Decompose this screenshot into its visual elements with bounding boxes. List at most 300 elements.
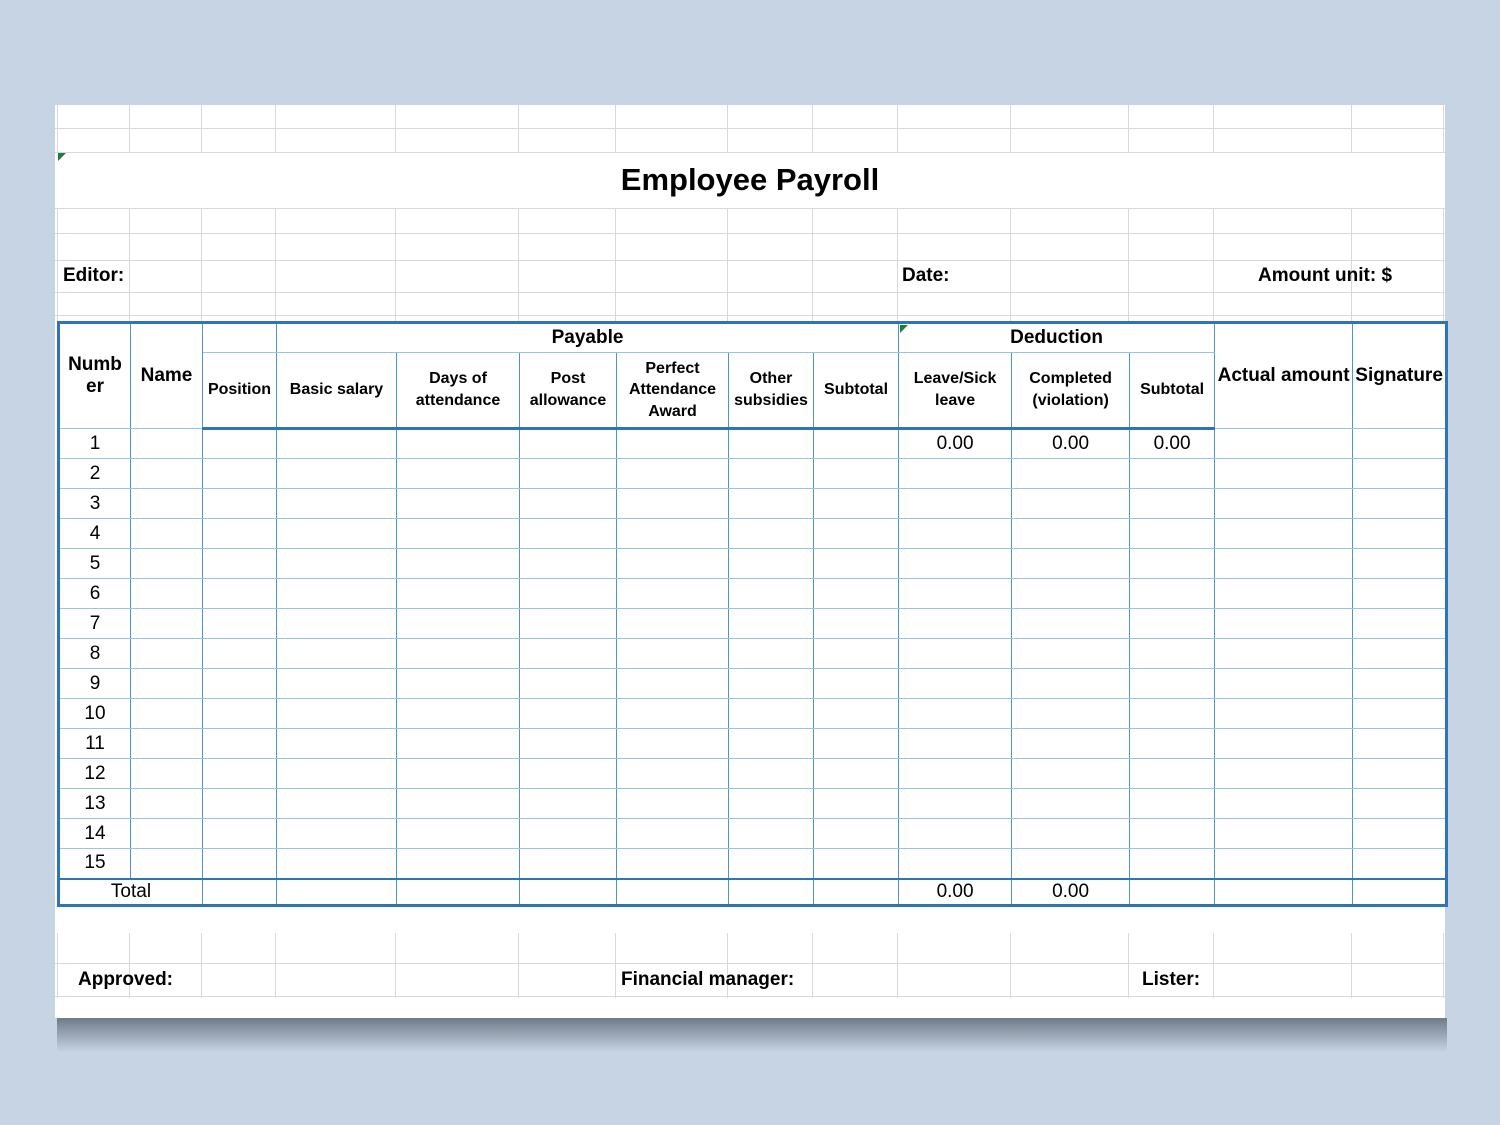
grid-cell[interactable] bbox=[1215, 699, 1353, 729]
grid-cell[interactable] bbox=[1012, 849, 1130, 879]
grid-cell[interactable] bbox=[397, 699, 520, 729]
row-number-cell[interactable]: 7 bbox=[59, 609, 131, 639]
grid-cell[interactable] bbox=[277, 609, 397, 639]
grid-cell[interactable] bbox=[203, 609, 277, 639]
table-row bbox=[59, 639, 1447, 669]
grid-cell[interactable] bbox=[1130, 849, 1215, 879]
gridline bbox=[897, 208, 898, 321]
grid-cell[interactable] bbox=[131, 849, 203, 879]
grid-cell[interactable] bbox=[1215, 759, 1353, 789]
grid-cell[interactable] bbox=[131, 729, 203, 759]
grid-cell[interactable] bbox=[617, 849, 729, 879]
grid-cell[interactable] bbox=[729, 429, 814, 459]
grid-cell[interactable] bbox=[1353, 699, 1447, 729]
grid-cell[interactable] bbox=[203, 639, 277, 669]
grid-cell[interactable] bbox=[131, 639, 203, 669]
table-row bbox=[59, 459, 1447, 489]
grid-cell-value[interactable]: 0.00 bbox=[1130, 429, 1215, 459]
grid-cell[interactable] bbox=[520, 639, 617, 669]
grid-cell[interactable] bbox=[203, 849, 277, 879]
grid-cell[interactable] bbox=[617, 489, 729, 519]
row-number-cell[interactable]: 13 bbox=[59, 789, 131, 819]
header-spacer-cell bbox=[203, 323, 277, 353]
grid-cell[interactable] bbox=[899, 579, 1012, 609]
grid-cell[interactable] bbox=[1215, 849, 1353, 879]
grid-cell[interactable] bbox=[1353, 759, 1447, 789]
grid-cell[interactable] bbox=[397, 429, 520, 459]
gridline bbox=[1213, 933, 1214, 998]
grid-cell[interactable] bbox=[203, 429, 277, 459]
gridline bbox=[129, 105, 130, 152]
grid-cell[interactable] bbox=[729, 729, 814, 759]
grid-cell[interactable] bbox=[617, 519, 729, 549]
grid-cell[interactable] bbox=[899, 699, 1012, 729]
gridline bbox=[395, 208, 396, 321]
grid-cell[interactable] bbox=[397, 609, 520, 639]
grid-cell[interactable] bbox=[131, 669, 203, 699]
grid-cell[interactable] bbox=[203, 759, 277, 789]
grid-cell[interactable] bbox=[277, 849, 397, 879]
grid-cell[interactable] bbox=[814, 849, 899, 879]
grid-cell[interactable] bbox=[520, 519, 617, 549]
grid-cell[interactable] bbox=[1012, 549, 1130, 579]
row-number-cell[interactable]: 3 bbox=[59, 489, 131, 519]
grid-cell[interactable] bbox=[1353, 459, 1447, 489]
header-group-deduction bbox=[899, 323, 1215, 353]
grid-cell[interactable] bbox=[131, 579, 203, 609]
grid-cell[interactable] bbox=[814, 549, 899, 579]
grid-cell[interactable] bbox=[1012, 459, 1130, 489]
grid-cell[interactable] bbox=[1215, 489, 1353, 519]
grid-cell[interactable] bbox=[814, 759, 899, 789]
grid-cell[interactable] bbox=[397, 519, 520, 549]
grid-cell-value[interactable]: 0.00 bbox=[1012, 429, 1130, 459]
grid-cell[interactable] bbox=[617, 669, 729, 699]
grid-cell[interactable] bbox=[617, 609, 729, 639]
grid-cell[interactable] bbox=[131, 489, 203, 519]
grid-cell[interactable] bbox=[814, 789, 899, 819]
grid-cell[interactable] bbox=[899, 849, 1012, 879]
grid-cell[interactable] bbox=[203, 729, 277, 759]
grid-cell[interactable] bbox=[1353, 879, 1447, 906]
grid-cell[interactable] bbox=[729, 789, 814, 819]
grid-cell[interactable] bbox=[729, 639, 814, 669]
financial-manager-label: Financial manager: bbox=[621, 969, 795, 990]
grid-cell[interactable] bbox=[1353, 639, 1447, 669]
grid-cell[interactable] bbox=[1215, 549, 1353, 579]
grid-cell[interactable] bbox=[617, 549, 729, 579]
grid-cell[interactable] bbox=[520, 549, 617, 579]
row-number-cell[interactable]: 4 bbox=[59, 519, 131, 549]
header-basic-salary: Basic salary bbox=[277, 353, 397, 429]
grid-cell[interactable] bbox=[617, 459, 729, 489]
table-row bbox=[59, 429, 1447, 459]
grid-cell[interactable] bbox=[1130, 639, 1215, 669]
total-value-cell[interactable]: 0.00 bbox=[899, 879, 1012, 906]
gridline bbox=[1351, 933, 1352, 998]
gridline bbox=[1443, 208, 1444, 321]
table-row bbox=[59, 579, 1447, 609]
gridline bbox=[897, 933, 898, 998]
grid-cell[interactable] bbox=[397, 549, 520, 579]
grid-cell[interactable] bbox=[1012, 819, 1130, 849]
grid-cell[interactable] bbox=[277, 669, 397, 699]
grid-cell[interactable] bbox=[814, 519, 899, 549]
grid-cell[interactable] bbox=[899, 459, 1012, 489]
header-group-payable: Payable bbox=[277, 323, 899, 353]
grid-cell[interactable] bbox=[1215, 429, 1353, 459]
total-value-cell[interactable]: 0.00 bbox=[1012, 879, 1130, 906]
header-position: Position bbox=[203, 353, 277, 429]
row-number-cell[interactable]: 2 bbox=[59, 459, 131, 489]
grid-cell[interactable] bbox=[617, 699, 729, 729]
grid-cell[interactable] bbox=[277, 879, 397, 906]
gridline bbox=[518, 105, 519, 152]
approved-label: Approved: bbox=[78, 969, 173, 990]
grid-cell[interactable] bbox=[520, 669, 617, 699]
gridline bbox=[55, 996, 1445, 997]
table-row bbox=[59, 669, 1447, 699]
grid-cell[interactable] bbox=[1012, 609, 1130, 639]
grid-cell[interactable] bbox=[1353, 669, 1447, 699]
grid-cell[interactable] bbox=[1353, 609, 1447, 639]
grid-cell[interactable] bbox=[131, 759, 203, 789]
header-leave-sick-leave: Leave/Sick leave bbox=[899, 353, 1012, 429]
grid-cell[interactable] bbox=[729, 849, 814, 879]
gridline bbox=[812, 208, 813, 321]
grid-cell[interactable] bbox=[617, 579, 729, 609]
grid-cell[interactable] bbox=[814, 639, 899, 669]
grid-cell[interactable] bbox=[1130, 699, 1215, 729]
header-name: Name bbox=[131, 323, 203, 429]
header-number: Number bbox=[59, 323, 131, 429]
grid-cell[interactable] bbox=[1215, 819, 1353, 849]
grid-cell[interactable] bbox=[1353, 579, 1447, 609]
grid-cell[interactable] bbox=[814, 489, 899, 519]
header-other-subsidies: Other subsidies bbox=[729, 353, 814, 429]
cell-flag-icon bbox=[58, 153, 66, 161]
gridline bbox=[615, 105, 616, 152]
grid-cell[interactable] bbox=[617, 789, 729, 819]
gridline bbox=[727, 105, 728, 152]
grid-cell[interactable] bbox=[1215, 789, 1353, 819]
gridline bbox=[57, 208, 58, 321]
grid-cell[interactable] bbox=[1130, 759, 1215, 789]
grid-cell[interactable] bbox=[1130, 489, 1215, 519]
row-number-cell[interactable]: 5 bbox=[59, 549, 131, 579]
grid-cell[interactable] bbox=[1012, 579, 1130, 609]
gridline bbox=[201, 105, 202, 152]
grid-cell[interactable] bbox=[617, 759, 729, 789]
grid-cell[interactable] bbox=[203, 789, 277, 819]
row-number-cell[interactable]: 1 bbox=[59, 429, 131, 459]
grid-cell[interactable] bbox=[729, 879, 814, 906]
grid-cell[interactable] bbox=[814, 459, 899, 489]
grid-cell[interactable] bbox=[277, 729, 397, 759]
grid-cell[interactable] bbox=[899, 789, 1012, 819]
grid-cell[interactable] bbox=[1130, 789, 1215, 819]
grid-cell[interactable] bbox=[397, 639, 520, 669]
grid-cell[interactable] bbox=[1130, 579, 1215, 609]
grid-cell[interactable] bbox=[729, 549, 814, 579]
grid-cell[interactable] bbox=[277, 489, 397, 519]
grid-cell[interactable] bbox=[520, 729, 617, 759]
grid-cell[interactable] bbox=[397, 819, 520, 849]
grid-cell[interactable] bbox=[617, 429, 729, 459]
payroll-table bbox=[57, 321, 1448, 907]
grid-cell[interactable] bbox=[1012, 699, 1130, 729]
grid-cell[interactable] bbox=[617, 879, 729, 906]
grid-cell[interactable] bbox=[520, 459, 617, 489]
grid-cell[interactable] bbox=[397, 789, 520, 819]
total-label-cell: Total bbox=[59, 879, 203, 906]
grid-cell[interactable] bbox=[899, 729, 1012, 759]
grid-cell[interactable] bbox=[520, 579, 617, 609]
grid-cell[interactable] bbox=[277, 579, 397, 609]
grid-cell[interactable] bbox=[131, 429, 203, 459]
grid-cell[interactable] bbox=[203, 819, 277, 849]
gridline bbox=[1010, 933, 1011, 998]
gridline bbox=[615, 208, 616, 321]
grid-cell[interactable] bbox=[397, 579, 520, 609]
grid-cell[interactable] bbox=[1012, 729, 1130, 759]
gridline bbox=[1351, 105, 1352, 152]
gridline bbox=[727, 208, 728, 321]
grid-cell[interactable] bbox=[277, 429, 397, 459]
sheet-drop-shadow bbox=[57, 1018, 1447, 1052]
grid-cell[interactable] bbox=[814, 879, 899, 906]
grid-cell[interactable] bbox=[1012, 639, 1130, 669]
grid-cell[interactable] bbox=[1130, 879, 1215, 906]
grid-cell[interactable] bbox=[397, 849, 520, 879]
grid-cell[interactable] bbox=[1130, 669, 1215, 699]
gridline bbox=[55, 315, 1445, 316]
header-post-allowance: Post allowance bbox=[520, 353, 617, 429]
table-row bbox=[59, 849, 1447, 879]
grid-cell[interactable] bbox=[397, 489, 520, 519]
grid-cell[interactable] bbox=[1130, 819, 1215, 849]
grid-cell[interactable] bbox=[520, 819, 617, 849]
grid-cell[interactable] bbox=[899, 489, 1012, 519]
grid-cell[interactable] bbox=[1353, 429, 1447, 459]
gridline bbox=[1128, 208, 1129, 321]
row-number-cell[interactable]: 14 bbox=[59, 819, 131, 849]
grid-cell[interactable] bbox=[1353, 729, 1447, 759]
table-row bbox=[59, 819, 1447, 849]
header-days-of-attendance: Days of attendance bbox=[397, 353, 520, 429]
grid-cell[interactable] bbox=[520, 849, 617, 879]
grid-cell[interactable] bbox=[899, 669, 1012, 699]
grid-cell[interactable] bbox=[899, 639, 1012, 669]
grid-cell[interactable] bbox=[617, 819, 729, 849]
grid-cell[interactable] bbox=[277, 519, 397, 549]
grid-cell[interactable] bbox=[397, 459, 520, 489]
grid-cell[interactable] bbox=[277, 789, 397, 819]
grid-cell[interactable] bbox=[1130, 459, 1215, 489]
grid-cell[interactable] bbox=[899, 609, 1012, 639]
grid-cell[interactable] bbox=[1130, 729, 1215, 759]
grid-cell[interactable] bbox=[1130, 549, 1215, 579]
grid-cell[interactable] bbox=[814, 729, 899, 759]
grid-cell[interactable] bbox=[899, 759, 1012, 789]
grid-cell[interactable] bbox=[277, 459, 397, 489]
grid-cell[interactable] bbox=[1215, 729, 1353, 759]
header-perfect-attendance-award: Perfect Attendance Award bbox=[617, 353, 729, 429]
grid-cell[interactable] bbox=[203, 669, 277, 699]
grid-cell[interactable] bbox=[1012, 759, 1130, 789]
grid-cell[interactable] bbox=[1012, 789, 1130, 819]
grid-cell[interactable] bbox=[203, 549, 277, 579]
grid-cell[interactable] bbox=[814, 429, 899, 459]
row-number-cell[interactable]: 9 bbox=[59, 669, 131, 699]
gridline bbox=[1128, 105, 1129, 152]
grid-cell[interactable] bbox=[131, 519, 203, 549]
grid-cell[interactable] bbox=[729, 759, 814, 789]
grid-cell[interactable] bbox=[729, 609, 814, 639]
grid-cell[interactable] bbox=[397, 759, 520, 789]
lister-label: Lister: bbox=[1142, 969, 1201, 990]
grid-cell[interactable] bbox=[1353, 549, 1447, 579]
grid-cell[interactable] bbox=[520, 699, 617, 729]
table-row bbox=[59, 549, 1447, 579]
grid-cell[interactable] bbox=[1353, 519, 1447, 549]
grid-cell[interactable] bbox=[203, 699, 277, 729]
gridline bbox=[395, 105, 396, 152]
cell-flag-icon bbox=[900, 325, 908, 333]
table-row bbox=[59, 609, 1447, 639]
grid-cell[interactable] bbox=[1215, 879, 1353, 906]
grid-cell[interactable] bbox=[1353, 819, 1447, 849]
total-row bbox=[59, 879, 1447, 906]
grid-cell[interactable] bbox=[899, 819, 1012, 849]
grid-cell[interactable] bbox=[397, 669, 520, 699]
grid-cell-value[interactable]: 0.00 bbox=[899, 429, 1012, 459]
editor-label: Editor: bbox=[63, 265, 125, 286]
grid-cell[interactable] bbox=[1215, 609, 1353, 639]
row-number-cell[interactable]: 12 bbox=[59, 759, 131, 789]
grid-cell[interactable] bbox=[203, 519, 277, 549]
grid-cell[interactable] bbox=[899, 519, 1012, 549]
header-group-deduction-text: Deduction bbox=[1010, 327, 1104, 348]
table-row bbox=[59, 519, 1447, 549]
grid-cell[interactable] bbox=[814, 609, 899, 639]
grid-cell[interactable] bbox=[814, 579, 899, 609]
sheet-title bbox=[57, 152, 1443, 208]
gridline bbox=[1443, 933, 1444, 998]
gridline bbox=[1213, 208, 1214, 321]
grid-cell[interactable] bbox=[1215, 459, 1353, 489]
gridline bbox=[57, 105, 58, 152]
grid-cell[interactable] bbox=[520, 489, 617, 519]
gridline bbox=[275, 105, 276, 152]
grid-cell[interactable] bbox=[1353, 489, 1447, 519]
grid-cell[interactable] bbox=[520, 789, 617, 819]
grid-cell[interactable] bbox=[899, 549, 1012, 579]
row-number-cell[interactable]: 11 bbox=[59, 729, 131, 759]
table-row bbox=[59, 789, 1447, 819]
gridline bbox=[812, 105, 813, 152]
grid-cell[interactable] bbox=[729, 579, 814, 609]
row-number-cell[interactable]: 6 bbox=[59, 579, 131, 609]
gridline bbox=[55, 292, 1445, 293]
grid-cell[interactable] bbox=[814, 699, 899, 729]
grid-cell[interactable] bbox=[131, 459, 203, 489]
grid-cell[interactable] bbox=[617, 729, 729, 759]
grid-cell[interactable] bbox=[1012, 519, 1130, 549]
grid-cell[interactable] bbox=[277, 819, 397, 849]
grid-cell[interactable] bbox=[277, 549, 397, 579]
row-number-cell[interactable]: 10 bbox=[59, 699, 131, 729]
grid-cell[interactable] bbox=[397, 879, 520, 906]
gridline bbox=[275, 933, 276, 998]
grid-cell[interactable] bbox=[814, 819, 899, 849]
grid-cell[interactable] bbox=[277, 759, 397, 789]
grid-cell[interactable] bbox=[729, 699, 814, 729]
grid-cell[interactable] bbox=[1353, 849, 1447, 879]
grid-cell[interactable] bbox=[1130, 609, 1215, 639]
grid-cell[interactable] bbox=[1012, 489, 1130, 519]
grid-cell[interactable] bbox=[277, 639, 397, 669]
table-row bbox=[59, 729, 1447, 759]
grid-cell[interactable] bbox=[617, 639, 729, 669]
grid-cell[interactable] bbox=[729, 669, 814, 699]
table-row bbox=[59, 759, 1447, 789]
header-completed-violation: Completed (violation) bbox=[1012, 353, 1130, 429]
gridline bbox=[812, 933, 813, 998]
grid-cell[interactable] bbox=[203, 579, 277, 609]
grid-cell[interactable] bbox=[1215, 669, 1353, 699]
grid-cell[interactable] bbox=[131, 789, 203, 819]
gridline bbox=[55, 208, 1445, 209]
grid-cell[interactable] bbox=[131, 609, 203, 639]
grid-cell[interactable] bbox=[729, 489, 814, 519]
grid-cell[interactable] bbox=[203, 489, 277, 519]
grid-cell[interactable] bbox=[131, 549, 203, 579]
grid-cell[interactable] bbox=[1012, 669, 1130, 699]
grid-cell[interactable] bbox=[520, 429, 617, 459]
grid-cell[interactable] bbox=[203, 459, 277, 489]
row-number-cell[interactable]: 15 bbox=[59, 849, 131, 879]
gridline bbox=[1010, 208, 1011, 321]
grid-cell[interactable] bbox=[1215, 579, 1353, 609]
grid-cell[interactable] bbox=[729, 459, 814, 489]
gridline bbox=[275, 208, 276, 321]
grid-cell[interactable] bbox=[131, 699, 203, 729]
gridline bbox=[395, 933, 396, 998]
header-actual-amount: Actual amount bbox=[1215, 323, 1353, 429]
grid-cell[interactable] bbox=[814, 669, 899, 699]
grid-cell[interactable] bbox=[520, 759, 617, 789]
gridline bbox=[129, 208, 130, 321]
grid-cell[interactable] bbox=[1353, 789, 1447, 819]
grid-cell[interactable] bbox=[729, 519, 814, 549]
grid-cell[interactable] bbox=[1130, 519, 1215, 549]
gridline bbox=[518, 208, 519, 321]
grid-cell[interactable] bbox=[1215, 639, 1353, 669]
grid-cell[interactable] bbox=[520, 879, 617, 906]
gridline bbox=[1128, 933, 1129, 998]
grid-cell[interactable] bbox=[203, 879, 277, 906]
row-number-cell[interactable]: 8 bbox=[59, 639, 131, 669]
grid-cell[interactable] bbox=[397, 729, 520, 759]
grid-cell[interactable] bbox=[277, 699, 397, 729]
grid-cell[interactable] bbox=[1215, 519, 1353, 549]
grid-cell[interactable] bbox=[729, 819, 814, 849]
table-row bbox=[59, 489, 1447, 519]
grid-cell[interactable] bbox=[131, 819, 203, 849]
header-payable-subtotal: Subtotal bbox=[814, 353, 899, 429]
grid-cell[interactable] bbox=[520, 609, 617, 639]
